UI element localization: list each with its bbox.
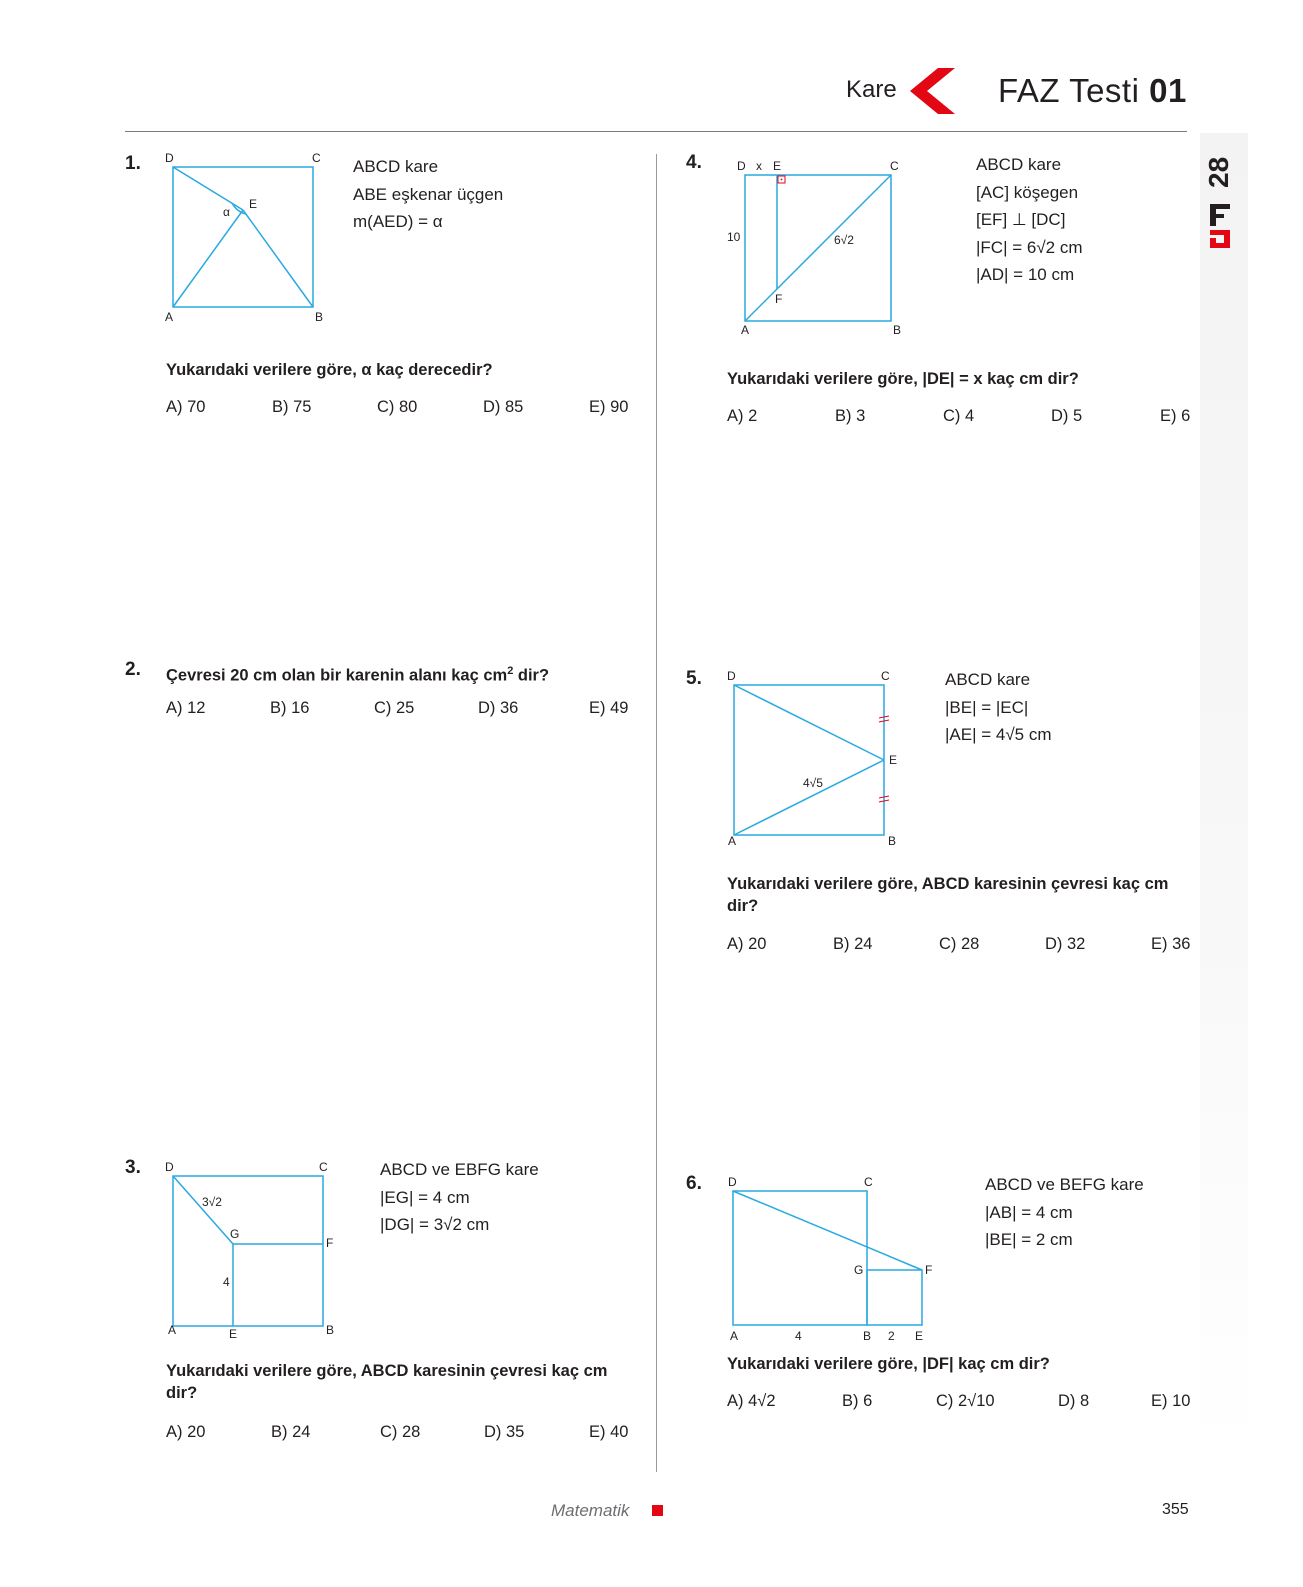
given-list [353,153,503,236]
option-b[interactable]: B) 6 [842,1392,873,1410]
label-x: x [756,159,762,173]
label-c: C [881,669,890,683]
option-e[interactable]: E) 36 [1151,935,1191,953]
given-line: ABCD kare [945,670,1031,689]
option-e[interactable]: E) 40 [589,1423,629,1441]
label-e: E [249,197,258,211]
option-b[interactable]: B) 16 [270,699,310,717]
option-c[interactable]: C) 80 [377,398,418,416]
label-d: D [737,159,746,173]
label-d: D [165,1160,174,1174]
option-e[interactable]: E) 49 [589,699,629,717]
header-rule [125,131,1187,132]
option-d[interactable]: D) 85 [483,398,524,416]
label-f: F [775,292,783,306]
label-eg: 4 [223,1275,230,1289]
given-line: |EG| = 4 cm [380,1187,470,1207]
option-b[interactable]: B) 24 [833,935,873,953]
label-c: C [319,1160,328,1174]
chevron-logo-icon [910,68,956,114]
label-a: A [168,1323,177,1337]
test-title: FAZ Testi 01 [998,72,1187,109]
label-b: B [893,323,902,337]
label-ab: 4 [795,1329,802,1343]
option-e[interactable]: E) 6 [1160,407,1191,425]
option-c[interactable]: C) 28 [939,935,980,953]
option-c[interactable]: C) 2√10 [936,1392,995,1410]
option-b[interactable]: B) 3 [835,407,866,425]
figure-q1 [160,150,340,330]
label-b: B [315,310,324,324]
label-a: A [165,310,174,324]
given-line: [AC] köşegen [976,182,1079,202]
question-text: Çevresi 20 cm olan bir karenin alanı kaç $cm^2$ dir? [166,665,550,685]
label-d: D [165,151,174,165]
question-number: 2. [125,659,141,680]
given-line: |AD| = 10 cm [976,265,1075,284]
option-a[interactable]: A) 20 [166,1423,206,1441]
footer-subject: Matematik [551,1501,630,1520]
label-dg: 3√2 [202,1195,222,1209]
option-d[interactable]: D) 35 [484,1423,525,1441]
question-number: 3. [125,1157,141,1178]
option-d[interactable]: D) 36 [478,699,519,717]
label-c: C [864,1175,873,1189]
sidebar-strip [1200,133,1248,1455]
label-be: 2 [888,1329,895,1343]
option-c[interactable]: C) 4 [943,407,975,425]
page-number: 355 [1162,1501,1189,1518]
label-c: C [890,159,899,173]
given-list [976,151,1083,289]
given-line: [EF] ⊥ [DC] [976,210,1066,229]
label-fc: 6√2 [834,233,854,247]
given-line: m(AED) = α [353,212,443,231]
option-c[interactable]: C) 25 [374,699,415,717]
label-b: B [863,1329,872,1343]
option-e[interactable]: E) 10 [1151,1392,1191,1410]
given-line: |BE| = |EC| [945,697,1029,717]
question-text: Yukarıdaki verilere göre, ABCD karesinin çevresi kaç cm dir? [727,875,1169,915]
question-text: Yukarıdaki verilere göre, ABCD karesinin çevresi kaç cm dir? [166,1362,608,1402]
label-a: A [728,834,737,848]
option-e[interactable]: E) 90 [589,398,629,416]
label-f: F [925,1263,933,1277]
option-b[interactable]: B) 24 [271,1423,311,1441]
option-b[interactable]: B) 75 [272,398,312,416]
label-d: D [728,1175,737,1189]
given-line: ABCD ve EBFG kare [380,1160,539,1179]
given-line: |BE| = 2 cm [985,1230,1073,1249]
question-number: 4. [686,152,702,173]
label-g: G [854,1263,864,1277]
label-a: A [741,323,750,337]
given-line: ABCD kare [353,157,439,176]
footer-square-icon [652,1505,663,1516]
given-line: ABCD kare [976,155,1062,174]
figure-q3 [160,1155,350,1345]
label-d: D [727,669,736,683]
label-ae: 4√5 [803,776,823,790]
figure-q5 [722,665,922,855]
question-text: Yukarıdaki verilere göre, α kaç derecedir? [166,361,493,379]
figure-q6 [722,1170,942,1345]
given-line: |AE| = 4√5 cm [945,725,1052,744]
figure-q4 [725,150,915,340]
option-d[interactable]: D) 32 [1045,935,1086,953]
option-a[interactable]: A) 70 [166,398,206,416]
question-number: 1. [125,153,141,174]
label-alpha: α [223,205,230,219]
option-c[interactable]: C) 28 [380,1423,421,1441]
given-list [945,666,1052,749]
label-e: E [889,753,898,767]
option-a[interactable]: A) 12 [166,699,206,717]
given-list [985,1171,1144,1254]
question-text: Yukarıdaki verilere göre, |DE| = x kaç cm dir? [727,370,1079,388]
side-page-number: 28 [1203,156,1234,188]
label-b: B [888,834,897,848]
given-line: ABE eşkenar üçgen [353,184,504,204]
topic-label: Kare [846,76,897,103]
label-b: B [326,1323,335,1337]
option-d[interactable]: D) 5 [1051,407,1083,425]
label-e: E [229,1327,238,1341]
given-line: |FC| = 6√2 cm [976,237,1083,257]
question-number: 5. [686,668,702,689]
option-a[interactable]: A) 20 [727,935,767,953]
given-list [380,1156,539,1239]
option-d[interactable]: D) 8 [1058,1392,1090,1410]
question-number: 6. [686,1173,702,1194]
label-c: C [312,151,321,165]
label-g: G [230,1227,240,1241]
column-divider [656,154,657,1472]
label-a: A [730,1329,739,1343]
label-e: E [773,159,782,173]
option-a[interactable]: A) 2 [727,407,758,425]
option-a[interactable]: A) 4√2 [727,1392,776,1410]
side-logo-icon [1208,202,1232,252]
given-line: |AB| = 4 cm [985,1202,1073,1222]
label-e: E [915,1329,924,1343]
question-text: Yukarıdaki verilere göre, |DF| kaç cm dir? [727,1355,1050,1373]
label-ad: 10 [727,230,741,244]
given-line: |DG| = 3√2 cm [380,1215,490,1234]
label-f: F [326,1236,334,1250]
given-line: ABCD ve BEFG kare [985,1175,1144,1194]
